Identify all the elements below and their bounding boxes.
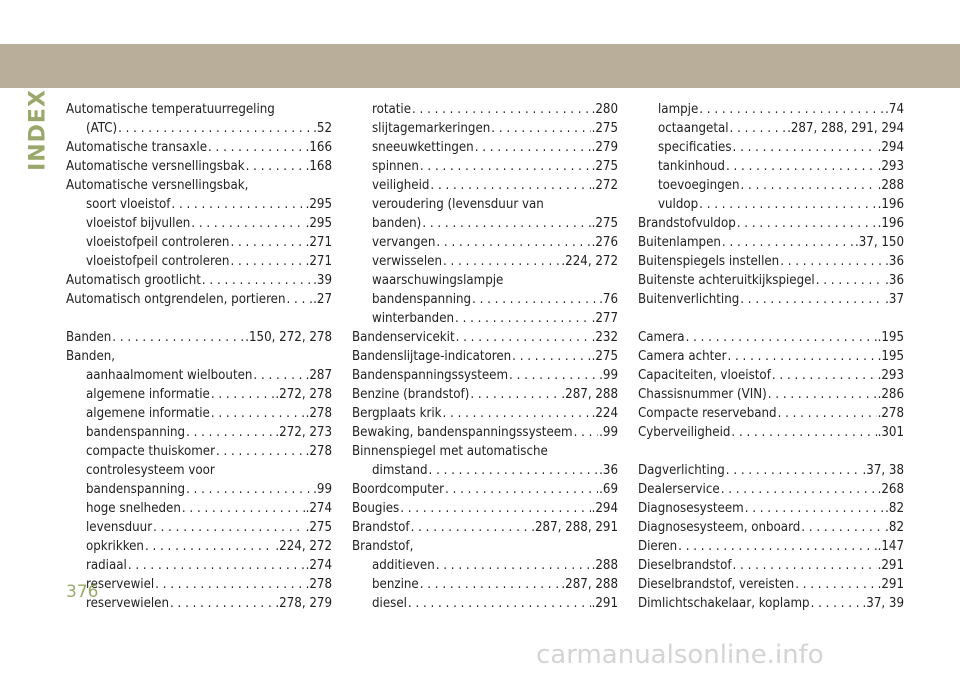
index-entry [352, 347, 618, 366]
index-entry [66, 499, 332, 518]
index-entry [352, 138, 618, 157]
index-entry-term: Capaciteiten, vloeistof [638, 368, 771, 383]
index-entry-page: .291 [877, 558, 904, 573]
index-entry [66, 252, 332, 271]
dot-leader [145, 537, 274, 556]
index-entry-term: vloeistofpeil controleren [86, 235, 230, 250]
page-number: 376 [66, 582, 99, 602]
index-tab-label: INDEX [25, 89, 51, 171]
dot-leader [475, 138, 591, 157]
index-entry-page: .224 [591, 406, 618, 421]
index-entry-term: additieven [372, 558, 435, 573]
index-entry-term: Dieselbrandstof [638, 558, 732, 573]
dot-leader [455, 309, 591, 328]
dot-leader [772, 366, 877, 385]
index-entry-page: .291 [877, 577, 904, 592]
index-entry-term: rotatie [372, 102, 412, 117]
dot-leader [443, 404, 591, 423]
dot-leader [733, 138, 877, 157]
index-entry-term: Diagnosesysteem [638, 501, 744, 516]
index-entry [66, 594, 332, 613]
index-entry-page: .37, 39 [862, 596, 904, 611]
index-entry [66, 480, 332, 499]
index-entry [638, 575, 904, 594]
index-entry-term: sneeuwkettingen [372, 140, 474, 155]
index-entry [638, 157, 904, 176]
index-entry [352, 233, 618, 252]
index-entry-term: Bougies [352, 501, 400, 516]
index-entry [66, 518, 332, 537]
dot-leader [253, 366, 304, 385]
index-entry-term: vloeistof bijvullen [86, 216, 191, 231]
index-entry-term: vervangen [372, 235, 436, 250]
index-entry-term: hoge snelheden [86, 501, 181, 516]
index-column-3 [638, 100, 904, 613]
index-heading: Brandstof, [352, 539, 414, 554]
dot-leader [678, 537, 876, 556]
index-entry-term: slijtagemarkeringen [372, 121, 491, 136]
dot-leader [191, 214, 304, 233]
index-entry [352, 328, 618, 347]
index-entry-term: specificaties [658, 140, 732, 155]
index-entry-term: dimstand [372, 463, 428, 478]
dot-leader [246, 157, 305, 176]
index-entry-page: .279 [591, 140, 618, 155]
index-entry-page: .195 [877, 330, 904, 345]
index-entry-term: Camera achter [638, 349, 727, 364]
index-entry-page: .287, 288, 291 [531, 520, 618, 535]
index-entry [66, 138, 332, 157]
index-entry-term: Bewaking, bandenspanningssysteem [352, 425, 573, 440]
index-entry-term: Dieren [638, 539, 678, 554]
index-entry [638, 594, 904, 613]
index-entry [352, 176, 618, 195]
index-entry [352, 461, 618, 480]
dot-leader [780, 252, 884, 271]
index-entry-page: .278 [305, 406, 332, 421]
index-entry-page: .274 [305, 501, 332, 516]
index-entry [638, 214, 904, 233]
dot-leader [795, 575, 876, 594]
index-entry [66, 328, 332, 347]
index-entry-page: .195 [877, 349, 904, 364]
dot-leader [699, 195, 876, 214]
index-entry-page: .69 [599, 482, 618, 497]
index-entry-term: Buitenlampen [638, 235, 721, 250]
dot-leader [118, 119, 312, 138]
dot-leader [456, 328, 591, 347]
dot-leader [721, 480, 877, 499]
index-entry-page: .301 [877, 425, 904, 440]
index-entry-page: .147 [877, 539, 904, 554]
index-entry-term: reservewiel [86, 577, 155, 592]
index-entry-term: Dimlichtschakelaar, koplamp [638, 596, 810, 611]
index-entry-term: toevoegingen [658, 178, 740, 193]
index-heading: Banden, [66, 349, 116, 364]
index-entry [66, 271, 332, 290]
dot-leader [422, 214, 590, 233]
index-entry-term: radiaal [86, 558, 127, 573]
dot-leader [400, 499, 590, 518]
index-entry [66, 195, 332, 214]
dot-leader [211, 385, 275, 404]
index-entry-term: opkrikken [86, 539, 144, 554]
index-entry-term: veiligheid [372, 178, 430, 193]
index-entry-page: .74 [885, 102, 904, 117]
index-spacer [66, 309, 332, 328]
index-entry-term: Dealerservice [638, 482, 720, 497]
index-entry [352, 404, 618, 423]
dot-leader [211, 404, 305, 423]
index-entry [638, 423, 904, 442]
index-entry-term: (ATC) [86, 121, 118, 136]
index-entry [352, 556, 618, 575]
dot-leader [778, 404, 877, 423]
dot-leader [186, 480, 312, 499]
index-entry-page: .166 [305, 140, 332, 155]
dot-leader [768, 385, 877, 404]
index-entry-page: .37, 38 [862, 463, 904, 478]
index-entry-term: spinnen [372, 159, 419, 174]
index-entry [638, 138, 904, 157]
index-entry [352, 594, 618, 613]
index-entry [638, 195, 904, 214]
dot-leader [730, 119, 787, 138]
dot-leader [509, 366, 598, 385]
dot-leader [727, 347, 876, 366]
index-entry [352, 252, 618, 271]
index-entry-term: Camera [638, 330, 685, 345]
index-entry [638, 328, 904, 347]
index-entry-term: Automatische versnellingsbak [66, 159, 245, 174]
index-entry-page: .52 [313, 121, 332, 136]
dot-leader [472, 290, 598, 309]
index-heading: veroudering (levensduur van [372, 197, 544, 212]
dot-leader [745, 499, 884, 518]
index-entry-term: Dieselbrandstof, vereisten [638, 577, 795, 592]
index-entry-page: .99 [313, 482, 332, 497]
dot-leader [741, 176, 877, 195]
index-entry-term: Diagnosesysteem, onboard [638, 520, 801, 535]
index-entry-page: .82 [885, 501, 904, 516]
dot-leader [816, 271, 884, 290]
index-entry [638, 499, 904, 518]
index-entry-term: bandenspanning [372, 292, 472, 307]
index-entry [66, 442, 332, 461]
index-entry-term: banden) [372, 216, 422, 231]
index-heading: Automatische temperatuurregeling [66, 102, 275, 117]
index-heading: controlesysteem voor [86, 463, 215, 478]
index-entry [352, 480, 618, 499]
index-entry-page: .288 [591, 558, 618, 573]
dot-leader [512, 347, 590, 366]
index-entry-page: .196 [877, 197, 904, 212]
index-entry-page: .295 [305, 197, 332, 212]
index-entry [352, 309, 618, 328]
dot-leader [733, 556, 877, 575]
dot-leader [420, 575, 561, 594]
index-entry-term: Cyberveiligheid [638, 425, 731, 440]
index-entry-page: .99 [599, 425, 618, 440]
index-entry-term: Buitenverlichting [638, 292, 740, 307]
dot-leader [412, 100, 591, 119]
index-heading: waarschuwingslampje [372, 273, 504, 288]
dot-leader [208, 138, 305, 157]
index-entry [638, 290, 904, 309]
dot-leader [699, 100, 884, 119]
dot-leader [202, 271, 312, 290]
dot-leader [801, 518, 884, 537]
index-entry [352, 157, 618, 176]
index-entry-page: .291 [591, 596, 618, 611]
index-entry-page: .268 [877, 482, 904, 497]
index-entry [638, 252, 904, 271]
index-entry [638, 480, 904, 499]
index-entry-page: .39 [313, 273, 332, 288]
dot-leader [411, 518, 531, 537]
index-entry [66, 404, 332, 423]
index-entry-term: Bandenservicekit [352, 330, 455, 345]
index-entry-term: Brandstofvuldop [638, 216, 736, 231]
index-entry-term: vuldop [658, 197, 699, 212]
index-entry-page: .278 [305, 577, 332, 592]
index-entry-term: verwisselen [372, 254, 442, 269]
index-entry [66, 556, 332, 575]
dot-leader [186, 423, 274, 442]
index-entry [352, 499, 618, 518]
index-entry-page: .275 [305, 520, 332, 535]
index-entry-page: .287, 288, 291, 294 [787, 121, 904, 136]
index-entry-page: .168 [305, 159, 332, 174]
index-entry-term: compacte thuiskomer [86, 444, 215, 459]
index-entry [638, 385, 904, 404]
index-entry-term: bandenspanning [86, 482, 186, 497]
index-entry [66, 119, 332, 138]
dot-leader [726, 461, 862, 480]
index-entry [66, 537, 332, 556]
index-entry [352, 100, 618, 119]
dot-leader [216, 442, 305, 461]
index-entry-page: .293 [877, 159, 904, 174]
index-entry-page: .278, 279 [275, 596, 332, 611]
index-entry-page: .294 [591, 501, 618, 516]
dot-leader [430, 176, 590, 195]
index-entry [352, 366, 618, 385]
index-entry [66, 423, 332, 442]
dot-leader [737, 214, 877, 233]
index-entry-page: .275 [591, 216, 618, 231]
index-entry-term: Banden [66, 330, 112, 345]
index-entry-page: .27 [313, 292, 332, 307]
index-entry-page: .36 [885, 254, 904, 269]
index-entry [66, 214, 332, 233]
index-entry [638, 119, 904, 138]
index-entry [638, 100, 904, 119]
index-entry-page: .278 [305, 444, 332, 459]
index-entry-page: .271 [305, 235, 332, 250]
index-entry-page: .272 [591, 178, 618, 193]
dot-leader [230, 233, 304, 252]
index-entry-term: Compacte reserveband [638, 406, 777, 421]
dot-leader [429, 461, 599, 480]
index-entry-term: vloeistofpeil controleren [86, 254, 230, 269]
index-column-2 [352, 100, 618, 613]
index-entry [352, 575, 618, 594]
index-entry-term: bandenspanning [86, 425, 186, 440]
index-column-1 [66, 100, 332, 613]
index-entry-term: octaangetal [658, 121, 729, 136]
index-entry-page: .294 [877, 140, 904, 155]
dot-leader [420, 157, 591, 176]
dot-leader [445, 480, 598, 499]
index-entry-term: Bandenspanningssysteem [352, 368, 509, 383]
index-entry-page: .275 [591, 349, 618, 364]
header-band [0, 44, 960, 88]
index-entry-page: .82 [885, 520, 904, 535]
dot-leader [112, 328, 244, 347]
index-entry-page: .99 [599, 368, 618, 383]
index-entry-term: Automatische transaxle [66, 140, 207, 155]
index-entry [638, 366, 904, 385]
index-entry [66, 157, 332, 176]
index-entry-page: .275 [591, 159, 618, 174]
index-entry [352, 385, 618, 404]
index-entry-page: .293 [877, 368, 904, 383]
index-entry-term: benzine [372, 577, 419, 592]
index-spacer [638, 309, 904, 328]
index-entry-term: Buitenspiegels instellen [638, 254, 780, 269]
dot-leader [128, 556, 305, 575]
index-entry-term: levensduur [86, 520, 153, 535]
index-entry-term: Bergplaats krik [352, 406, 442, 421]
index-entry [638, 271, 904, 290]
dot-leader [574, 423, 599, 442]
index-entry-page: .36 [599, 463, 618, 478]
index-entry-page: .287, 288 [561, 577, 618, 592]
index-entry [638, 176, 904, 195]
index-heading: Automatische versnellingsbak, [66, 178, 249, 193]
index-entry-page: .287, 288 [561, 387, 618, 402]
dot-leader [686, 328, 877, 347]
index-entry-term: Benzine (brandstof) [352, 387, 470, 402]
index-entry-page: .295 [305, 216, 332, 231]
index-entry-page: .37 [885, 292, 904, 307]
index-entry [352, 518, 618, 537]
index-heading: Binnenspiegel met automatische [352, 444, 548, 459]
index-entry-term: lampje [658, 102, 699, 117]
index-entry [66, 575, 332, 594]
index-entry-page: .76 [599, 292, 618, 307]
index-entry-term: Automatisch grootlicht [66, 273, 201, 288]
index-entry-page: .196 [877, 216, 904, 231]
index-entry [66, 385, 332, 404]
index-entry-page: .280 [591, 102, 618, 117]
dot-leader [182, 499, 305, 518]
index-entry-page: .272, 278 [275, 387, 332, 402]
index-entry-page: .275 [591, 121, 618, 136]
dot-leader [171, 195, 304, 214]
dot-leader [436, 556, 591, 575]
index-spacer [638, 442, 904, 461]
index-entry [638, 347, 904, 366]
dot-leader [731, 423, 876, 442]
index-entry [66, 233, 332, 252]
dot-leader [722, 233, 854, 252]
index-entry-page: .224, 272 [275, 539, 332, 554]
dot-leader [726, 157, 877, 176]
index-entry-term: algemene informatie [86, 406, 210, 421]
index-entry-term: algemene informatie [86, 387, 210, 402]
index-entry [638, 537, 904, 556]
dot-leader [470, 385, 560, 404]
index-entry [352, 119, 618, 138]
dot-leader [491, 119, 590, 138]
index-entry [638, 404, 904, 423]
index-entry-page: .277 [591, 311, 618, 326]
dot-leader [153, 518, 305, 537]
index-entry-term: aanhaalmoment wielbouten [86, 368, 253, 383]
index-entry-term: tankinhoud [658, 159, 725, 174]
dot-leader [230, 252, 304, 271]
index-entry-page: .278 [877, 406, 904, 421]
index-entry-page: .272, 273 [275, 425, 332, 440]
index-entry-page: .288 [877, 178, 904, 193]
dot-leader [287, 290, 313, 309]
index-entry [66, 366, 332, 385]
dot-leader [170, 594, 274, 613]
index-entry-page: .232 [591, 330, 618, 345]
dot-leader [443, 252, 560, 271]
index-entry-page: .36 [885, 273, 904, 288]
index-entry-term: soort vloeistof [86, 197, 171, 212]
index-entry [638, 556, 904, 575]
index-entry-page: .274 [305, 558, 332, 573]
index-entry [352, 214, 618, 233]
index-side-tab [24, 89, 52, 171]
index-entry-term: Boordcomputer [352, 482, 445, 497]
index-entry-page: .276 [591, 235, 618, 250]
index-entry [352, 423, 618, 442]
dot-leader [811, 594, 862, 613]
index-entry-term: Automatisch ontgrendelen, portieren [66, 292, 286, 307]
index-entry [352, 290, 618, 309]
dot-leader [155, 575, 304, 594]
index-entry-term: diesel [372, 596, 407, 611]
index-entry-page: .286 [877, 387, 904, 402]
index-entry [638, 518, 904, 537]
index-entry-page: .287 [305, 368, 332, 383]
index-entry-page: .224, 272 [561, 254, 618, 269]
index-entry-term: Buitenste achteruitkijkspiegel [638, 273, 815, 288]
dot-leader [408, 594, 591, 613]
index-entry-page: .150, 272, 278 [245, 330, 332, 345]
index-entry [638, 233, 904, 252]
index-entry-term: Dagverlichting [638, 463, 725, 478]
index-entry-term: winterbanden [372, 311, 455, 326]
dot-leader [436, 233, 590, 252]
index-entry-term: Bandenslijtage-indicatoren [352, 349, 512, 364]
index-entry-term: reservewielen [86, 596, 169, 611]
index-entry-page: .37, 150 [854, 235, 904, 250]
index-entry [638, 461, 904, 480]
dot-leader [740, 290, 884, 309]
index-entry-page: .271 [305, 254, 332, 269]
index-entry-term: Brandstof [352, 520, 410, 535]
index-entry [66, 290, 332, 309]
index-entry-term: Chassisnummer (VIN) [638, 387, 767, 402]
watermark: carmanualsonline.info [536, 640, 824, 670]
